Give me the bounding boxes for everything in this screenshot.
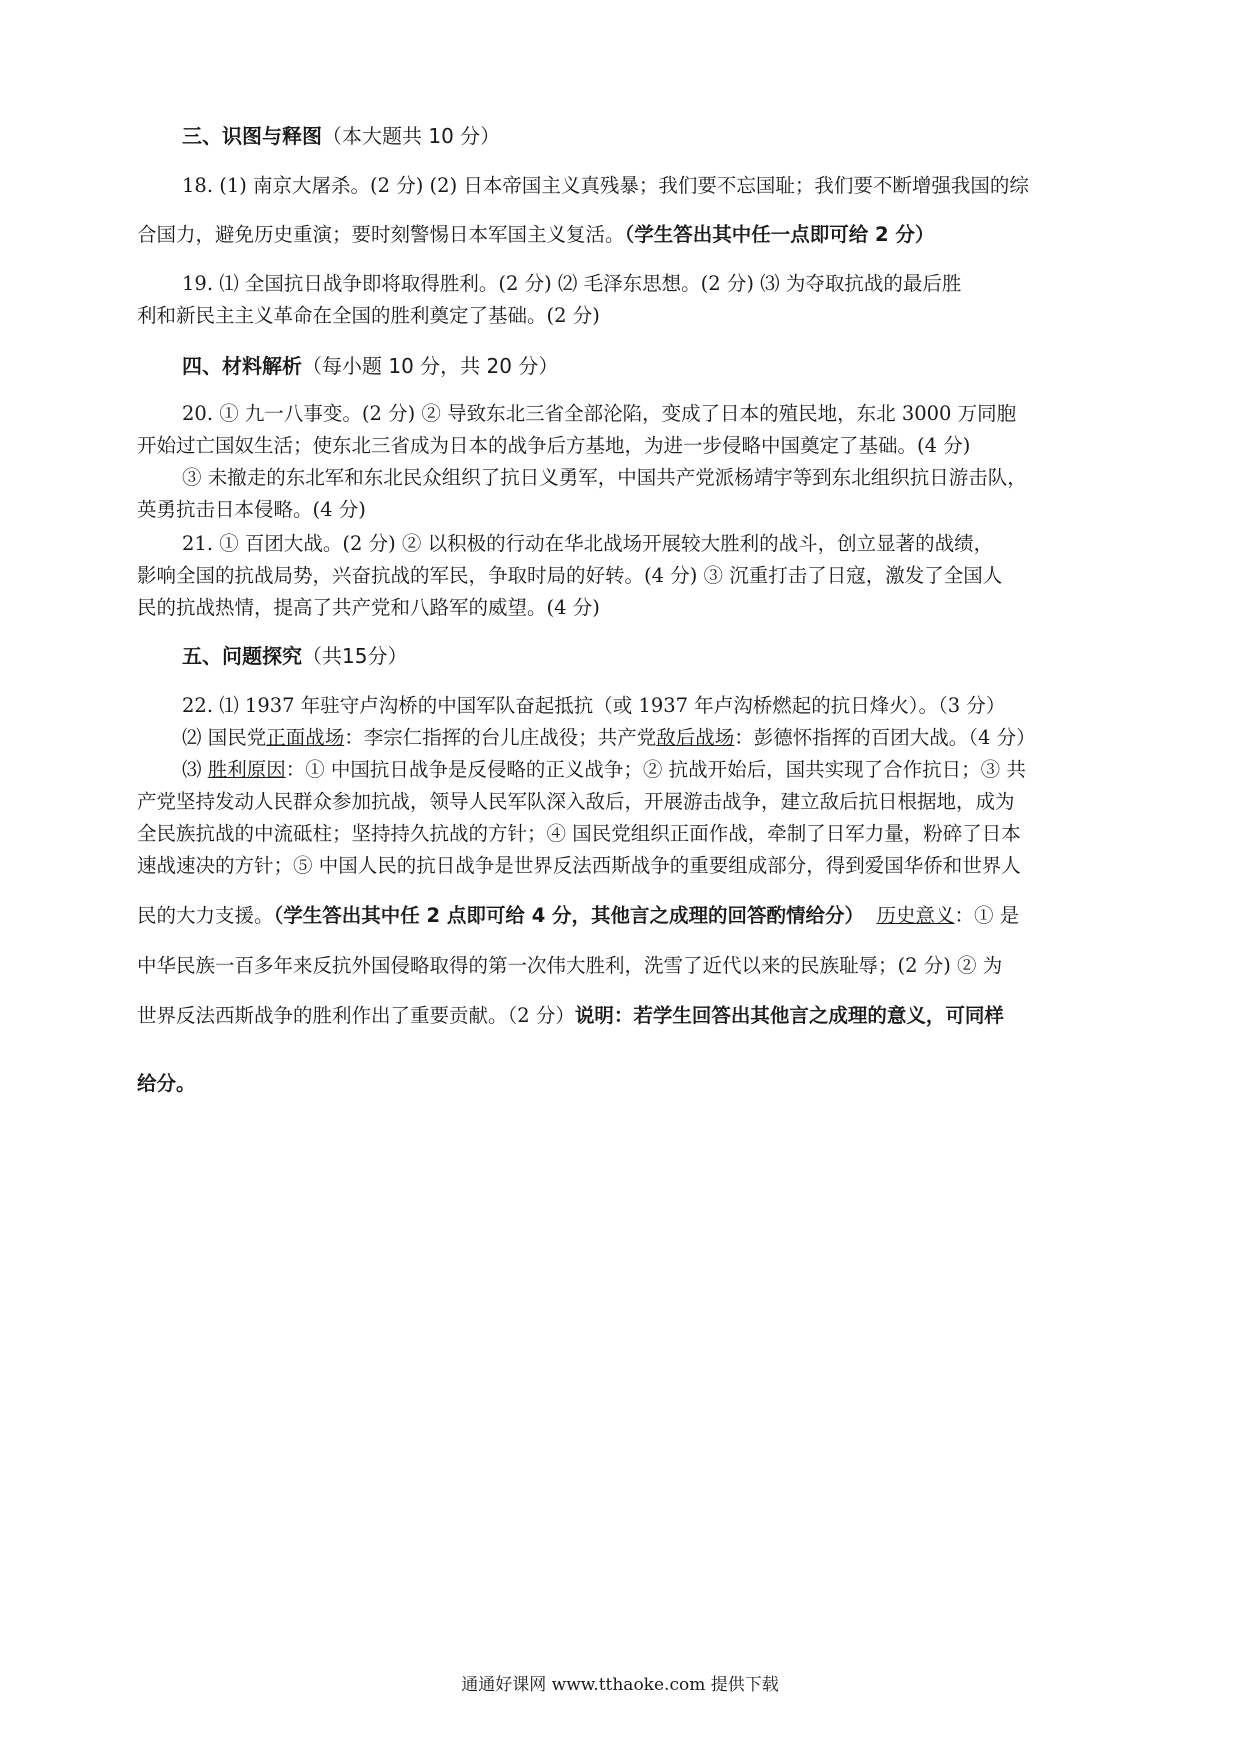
page-footer: 通通好课网 www.tthaoke.com 提供下载 [461, 1675, 779, 1695]
q22-line-9 [137, 1000, 1004, 1028]
section-3-title: 三、识图与释图 [182, 124, 322, 148]
q22-line-5: 全民族抗战的中流砥柱；坚持持久抗战的方针；④ 国民党组织正面作战，牵制了日军力量，粉碎了日本 [137, 822, 1021, 845]
q22-line-9-text: 世界反法西斯战争的胜利作出了重要贡献。（2 分） [137, 1004, 575, 1027]
q18-scoring-note: （学生答出其中任一点即可给 2 分） [624, 223, 935, 246]
q22-part2-middle: ：李宗仁指挥的台儿庄战役；共产党 [344, 726, 657, 749]
q22-line-7-suffix: ：① 是 [954, 904, 1020, 927]
q20-line-2: 开始过亡国奴生活；使东北三省成为日本的战争后方基地，为进一步侵略中国奠定了基础。(4 分) [137, 434, 971, 457]
q22-line-7 [137, 900, 1019, 928]
q19-line-1: 19. ⑴ 全国抗日战争即将取得胜利。(2 分) ⑵ 毛泽东思想。(2 分) ⑶ 为夺取抗战的最后胜 [182, 272, 962, 295]
q22-line-7-text: 民的大力支援。 [137, 904, 274, 927]
q21-line-3: 民的抗战热情，提高了共产党和八路军的威望。(4 分) [137, 596, 600, 619]
q22-line-1: 22. ⑴ 1937 年驻守卢沟桥的中国军队奋起抵抗（或 1937 年卢沟桥燃起的抗日烽火）。（3 分） [182, 694, 1006, 717]
q22-part3-text: ：① 中国抗日战争是反侵略的正义战争；② 抗战开始后，国共实现了合作抗日；③ 共 [285, 758, 1026, 781]
q19-line-2: 利和新民主主义革命在全国的胜利奠定了基础。(2 分) [137, 304, 600, 327]
victory-reasons-term: 胜利原因 [207, 758, 286, 781]
section-5-title: 五、问题探究 [182, 644, 302, 668]
q21-line-2: 影响全国的抗战局势，兴奋抗战的军民，争取时局的好转。(4 分) ③ 沉重打击了日寇，激发了全国人 [137, 564, 1003, 587]
section-4-title: 四、材料解析 [182, 354, 302, 378]
q20-line-3: ③ 未撤走的东北军和东北民众组织了抗日义勇军，中国共产党派杨靖宇等到东北组织抗日游击队， [182, 466, 1027, 489]
q22-explanation-note: 说明：若学生回答出其他言之成理的意义，可同样 [574, 1004, 1004, 1027]
q18-answer-text: 合国力，避免历史重演；要时刻警惕日本军国主义复活。 [137, 223, 625, 246]
q18-line-2 [137, 219, 934, 247]
q22-line-6: 速战速决的方针；⑤ 中国人民的抗日战争是世界反法西斯战争的重要组成部分，得到爱国华侨和世界人 [137, 854, 1021, 877]
q22-line-4: 产党坚持发动人民群众参加抗战，领导人民军队深入敌后，开展游击战争，建立敌后抗日根据地，成为 [137, 790, 1015, 813]
q20-line-1: 20. ① 九一八事变。(2 分) ② 导致东北三省全部沦陷，变成了日本的殖民地，东北 3000 万同胞 [182, 402, 1017, 425]
section-5-note: （共15分） [302, 644, 408, 668]
q22-line-10: 给分。 [137, 1072, 196, 1095]
section-3-heading [182, 120, 500, 149]
historical-significance-term: 历史意义 [876, 904, 955, 927]
section-3-note: （本大题共 10 分） [322, 124, 501, 148]
q20-line-4: 英勇抗击日本侵略。(4 分) [137, 498, 366, 521]
front-battlefield-term: 正面战场 [266, 726, 345, 749]
q22-part2-suffix: ：彭德怀指挥的百团大战。（4 分） [734, 726, 1036, 749]
q22-part2-prefix: ⑵ 国民党 [182, 726, 267, 749]
section-5-heading [182, 640, 407, 669]
q21-line-1: 21. ① 百团大战。(2 分) ② 以积极的行动在华北战场开展较大胜利的战斗，创立显著的战绩， [182, 532, 994, 555]
q22-line-8: 中华民族一百多年来反抗外国侵略取得的第一次伟大胜利，洗雪了近代以来的民族耻辱；(2 分) ② 为 [137, 954, 1003, 977]
section-4-note: （每小题 10 分，共 20 分） [302, 354, 559, 378]
behind-lines-battlefield-term: 敌后战场 [656, 726, 735, 749]
q22-part3-prefix: ⑶ [182, 758, 208, 781]
q22-scoring-note: （学生答出其中任 2 点即可给 4 分，其他言之成理的回答酌情给分） [273, 904, 865, 927]
q22-line-3 [182, 754, 1026, 782]
q22-line-2 [182, 722, 1036, 750]
section-4-heading [182, 350, 558, 379]
q18-line-1: 18. (1) 南京大屠杀。(2 分) (2) 日本帝国主义真残暴；我们要不忘国耻；我们要不断增强我国的综 [182, 174, 1029, 197]
